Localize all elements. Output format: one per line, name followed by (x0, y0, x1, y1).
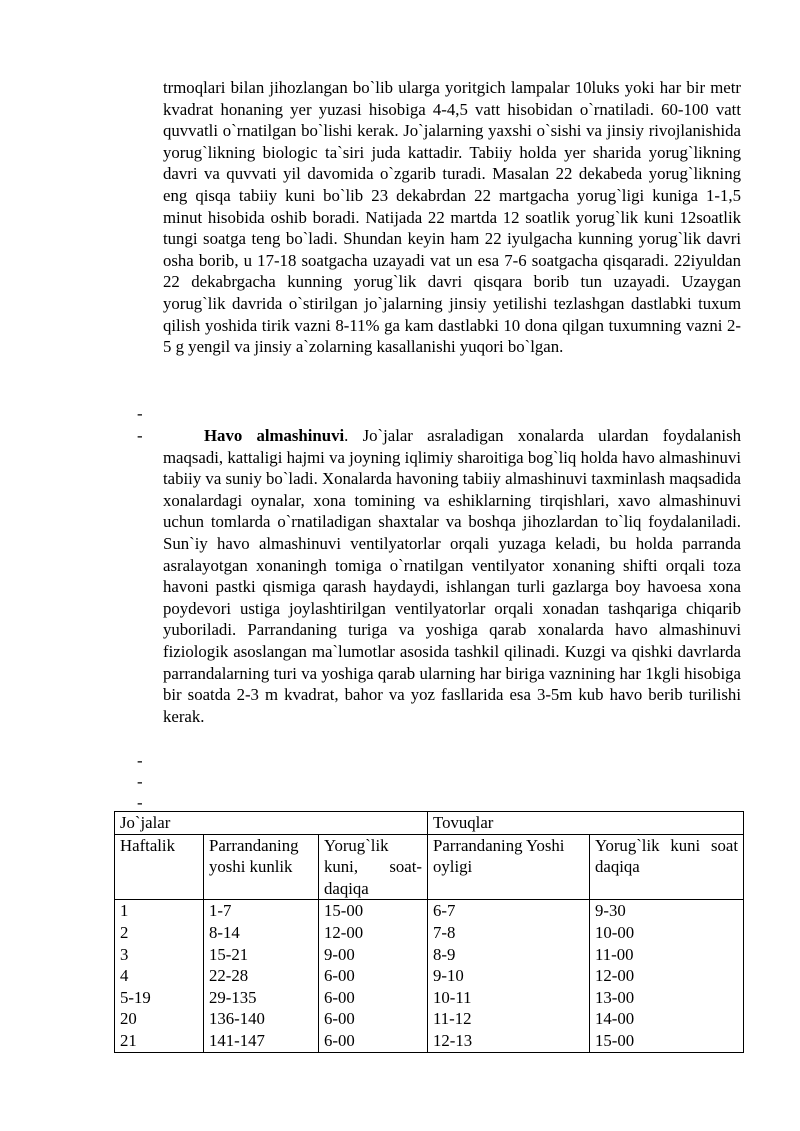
cell-value: 6-00 (324, 966, 355, 986)
column-weeks (115, 900, 204, 1052)
cell-value: 6-00 (324, 1030, 355, 1050)
column-light-chicks (319, 900, 428, 1052)
cell-value: 141-147 (209, 1030, 265, 1050)
cell-value: 10-00 (595, 922, 635, 942)
cell-value: 8-14 (209, 922, 240, 942)
cell-value: 136-140 (209, 1009, 265, 1029)
cell-value: 4 (120, 966, 129, 986)
column-age-months (428, 900, 590, 1052)
cell-value: 13-00 (595, 987, 635, 1007)
cell-value: 11-00 (595, 944, 634, 964)
cell-value: 9-30 (595, 901, 626, 921)
cell-value: 1-7 (209, 901, 232, 921)
cell-value: 5-19 (120, 987, 151, 1007)
cell-value: 9-00 (324, 944, 355, 964)
column-light-hens (590, 900, 744, 1052)
header-age-months: Parrandaning Yoshi oyligi (428, 834, 590, 900)
cell-value: 21 (120, 1030, 137, 1050)
cell-value: 6-00 (324, 1009, 355, 1029)
list-dash: - (137, 426, 143, 445)
cell-value: 12-00 (324, 922, 364, 942)
table-row (115, 900, 744, 1052)
list-dash: - (137, 772, 143, 791)
cell-value: 11-12 (433, 1009, 472, 1029)
paragraph-heading: Havo almashinuvi (204, 426, 345, 445)
cell-value: 3 (120, 944, 129, 964)
cell-value: 10-11 (433, 987, 472, 1007)
paragraph-air-exchange (163, 425, 741, 727)
list-dash: - (137, 751, 143, 770)
table-header-row (115, 834, 744, 900)
table-group-row (115, 812, 744, 835)
lighting-schedule-table (114, 811, 744, 1053)
cell-value: 6-7 (433, 901, 456, 921)
cell-value: 12-13 (433, 1030, 473, 1050)
cell-value: 6-00 (324, 987, 355, 1007)
cell-value: 14-00 (595, 1009, 635, 1029)
cell-value: 22-28 (209, 966, 249, 986)
cell-value: 8-9 (433, 944, 456, 964)
cell-value: 29-135 (209, 987, 257, 1007)
cell-value: 9-10 (433, 966, 464, 986)
paragraph-body: . Jo`jalar asraladigan xonalarda ulardan foydalanish maqsadi, kattaligi hajmi va joyning iqlimiy sharoitiga bog`liq holda havo almashinuvi tabiiy va suniy bo`ladi. Xonalarda havoning tabiiy almashinuvi taxminlash maqsadida xonalardagi oynalar, xona tomining va eshiklarning tirqishlari, xavo almashinuvi uchun tomlarda o`rnatiladigan shaxtalar va boshqa jihozlardan to`liq foydalaniladi. Sun`iy havo almashinuvi ventilyatorlar orqali yuzaga keladi, bu holda parranda asralayotgan xonaningh tomiga o`rnatilgan ventilyator xonaning shifti orqali toza havoni pastki qismiga qarash haydaydi, ishlangan turli gazlarga boy havoesa xona poydevori ustiga joylashtirilgan ventilyatorlar orqali xonadan tashqariga chiqarib yuboriladi. Parrandaning turiga va yoshiga qarab xonalarda havo almashinuvi fiziologik asoslangan ma`lumotlar asosida tashkil qilinadi. Kuzgi va qishki davrlarda parrandalarning turi va yoshiga qarab ularning har biriga vaznining har 1kgli hisobiga bir soatda 2-3 m kvadrat, bahor va yoz fasllarida esa 3-5m kub havo berib turilishi kerak. (163, 426, 742, 726)
cell-value: 15-21 (209, 944, 249, 964)
header-light-day: Yorug`lik kuni, soat-daqiqa (319, 834, 428, 900)
cell-value: 15-00 (595, 1030, 635, 1050)
list-dash: - (137, 793, 143, 812)
header-light-day-hours: Yorug`lik kuni soat daqiqa (590, 834, 744, 900)
column-age-days (204, 900, 319, 1052)
cell-value: 20 (120, 1009, 137, 1029)
group-header-hens: Tovuqlar (428, 812, 744, 835)
header-age-days: Parrandaning yoshi kunlik (204, 834, 319, 900)
header-weekly: Haftalik (115, 834, 204, 900)
cell-value: 2 (120, 922, 129, 942)
paragraph-lighting: trmoqlari bilan jihozlangan bo`lib ularga yoritgich lampalar 10luks yoki har bir metr kvadrat honaning yer yuzasi hisobiga 4-4,5 vatt hisobidan o`rnatiladi. 60-100 vatt quvvatli o`rnatilgan bo`lishi kerak. Jo`jalarning yaxshi o`sishi va jinsiy rivojlanishida yorug`likning biologic ta`siri juda kattadir. Tabiiy holda yer sharida yorug`likning davri va quvvati yil davomida o`zgarib turadi. Masalan 22 dekabeda yorug`likning eng qisqa tabiiy kuni bo`lib 23 dekabrdan 22 martgacha yorug`ligi kuniga 1-1,5 minut hisobida oshib boradi. Natijada 22 martda 12 soatlik yorug`lik kuni 12soatlik tungi soatga teng bo`ladi. Shundan keyin ham 22 iyulgacha kunning yorug`lik davri osha borib, u 17-18 soatgacha uzayadi vat un esa 7-6 soatgacha qisqaradi. 22iyuldan 22 dekabrgacha kunning yorug`lik davri qisqara borib tun uzayadi. Uzaygan yorug`lik davrida o`stirilgan jo`jalarning jinsiy yetilishi tezlashgan dastlabki tuxum qilish yoshida tirik vazni 8-11% ga kam dastlabki 10 dona qilgan tuxumning vazni 2-5 g yengil va jinsiy a`zolarning kasallanishi yuqori bo`lgan. (163, 78, 741, 357)
cell-value: 12-00 (595, 966, 635, 986)
cell-value: 15-00 (324, 901, 364, 921)
cell-value: 7-8 (433, 922, 456, 942)
group-header-chicks: Jo`jalar (115, 812, 428, 835)
cell-value: 1 (120, 901, 129, 921)
list-dash: - (137, 404, 143, 423)
